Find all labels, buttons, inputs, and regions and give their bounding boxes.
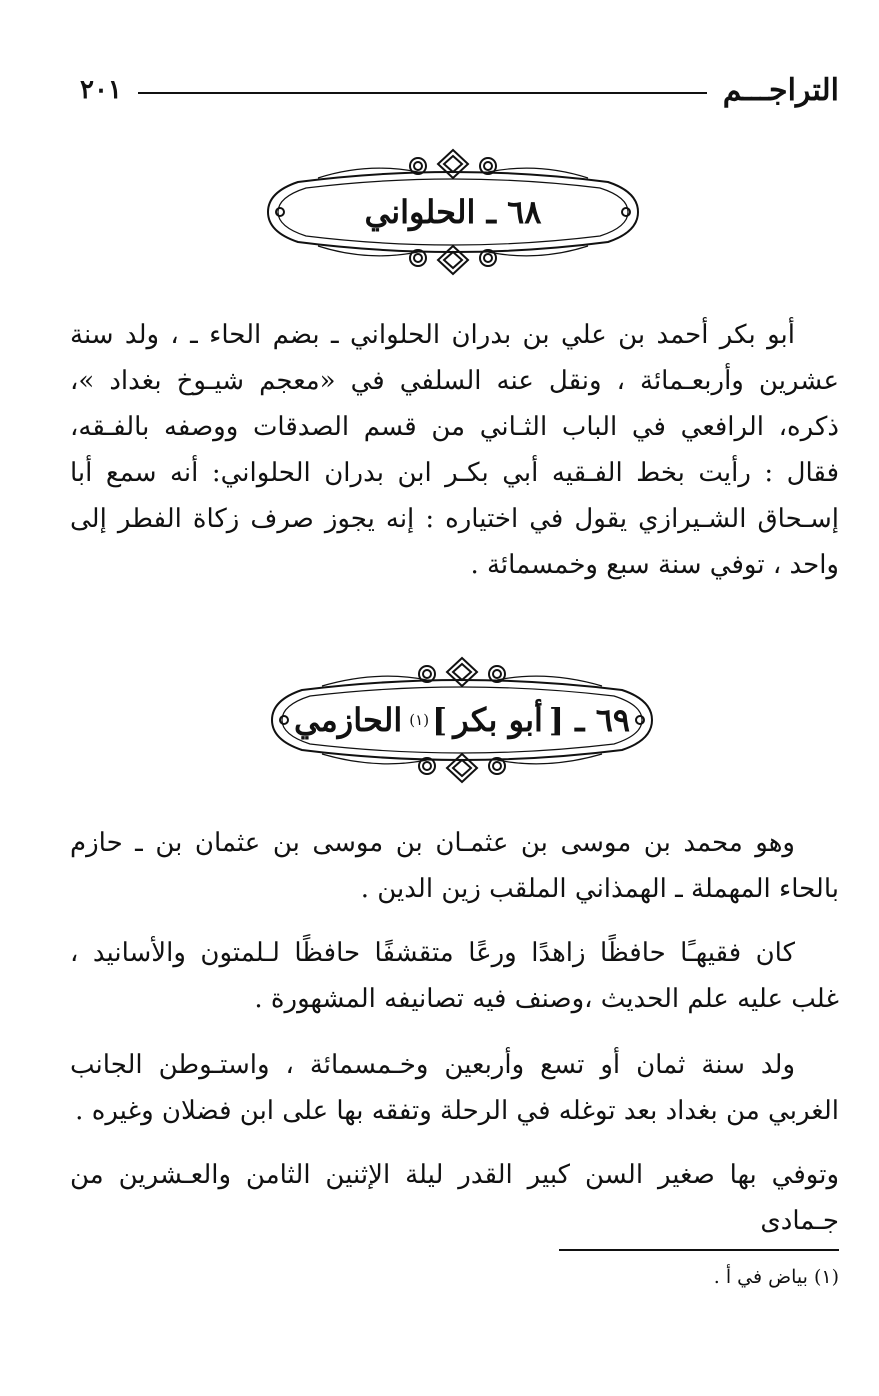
entry-69-kunya: أبو بكر [453,701,543,739]
entry-69-paragraph-1: وهو محمد بن موسى بن عثمـان بن موسى بن عثمان بن ـ حازم بالحاء المهملة ـ الهمذاني الملقب زين الدين . [70,828,839,904]
entry-69-heading-frame [262,650,662,790]
entry-68-heading-frame [258,142,648,282]
entry-69-number: ٦٩ ـ [ [548,701,631,739]
footnote-rule [559,1249,839,1251]
entry-69-heading [282,650,642,790]
entry-68-paragraph: أبو بكر أحمد بن علي بن بدران الحلواني ـ بضم الحاء ـ ، ولد سنة عشرين وأربعـمائة ، ونقل عنه السلفي في «معجم شيـوخ بغداد »، ذكره، الرافعي في الباب الثـاني من قسم الصدقات ووصفه بالفـقه، فقال : رأيت بخط الفـقيه أبي بكـر ابن بدران الحلواني: أنه سمع أبا إسـحاق الشـيرازي يقول في اختياره : إنه يجوز صرف زكاة الفطر إلى واحد ، توفي سنة سبع وخمسمائة . [70,320,839,580]
running-header [80,68,839,112]
entry-68-heading: ٦٨ ـ الحلواني [364,193,542,231]
entry-69-name: الحازمي [293,701,403,739]
footnote: (١) بياض في أ . [713,1266,839,1288]
entry-69-paragraph-4: وتوفي بها صغير السن كبير القدر ليلة الإثنين الثامن والعـشرين من جـمادى [70,1160,839,1236]
entry-69-paragraph-3: ولد سنة ثمان أو تسع وأربعين وخـمسمائة ، واستـوطن الجانب الغربي من بغداد بعد توغله في الرحلة وتفقه بها على ابن فضلان وغيره . [70,1050,839,1126]
footnote-marker: (١) [409,711,430,729]
entry-69-paragraph-2: كان فقيهـًا حافظًا زاهدًا ورعًا متقشفًا حافظًا لـلمتون والأسانيد ، غلب عليه علم الحديث ،وصنف فيه تصانيفه المشهورة . [70,938,839,1014]
page-number: ٢٠١ [80,75,122,105]
entry-69-bracket-close: ] [432,701,448,739]
running-title: التراجـــم [722,72,839,108]
header-rule [138,92,707,94]
